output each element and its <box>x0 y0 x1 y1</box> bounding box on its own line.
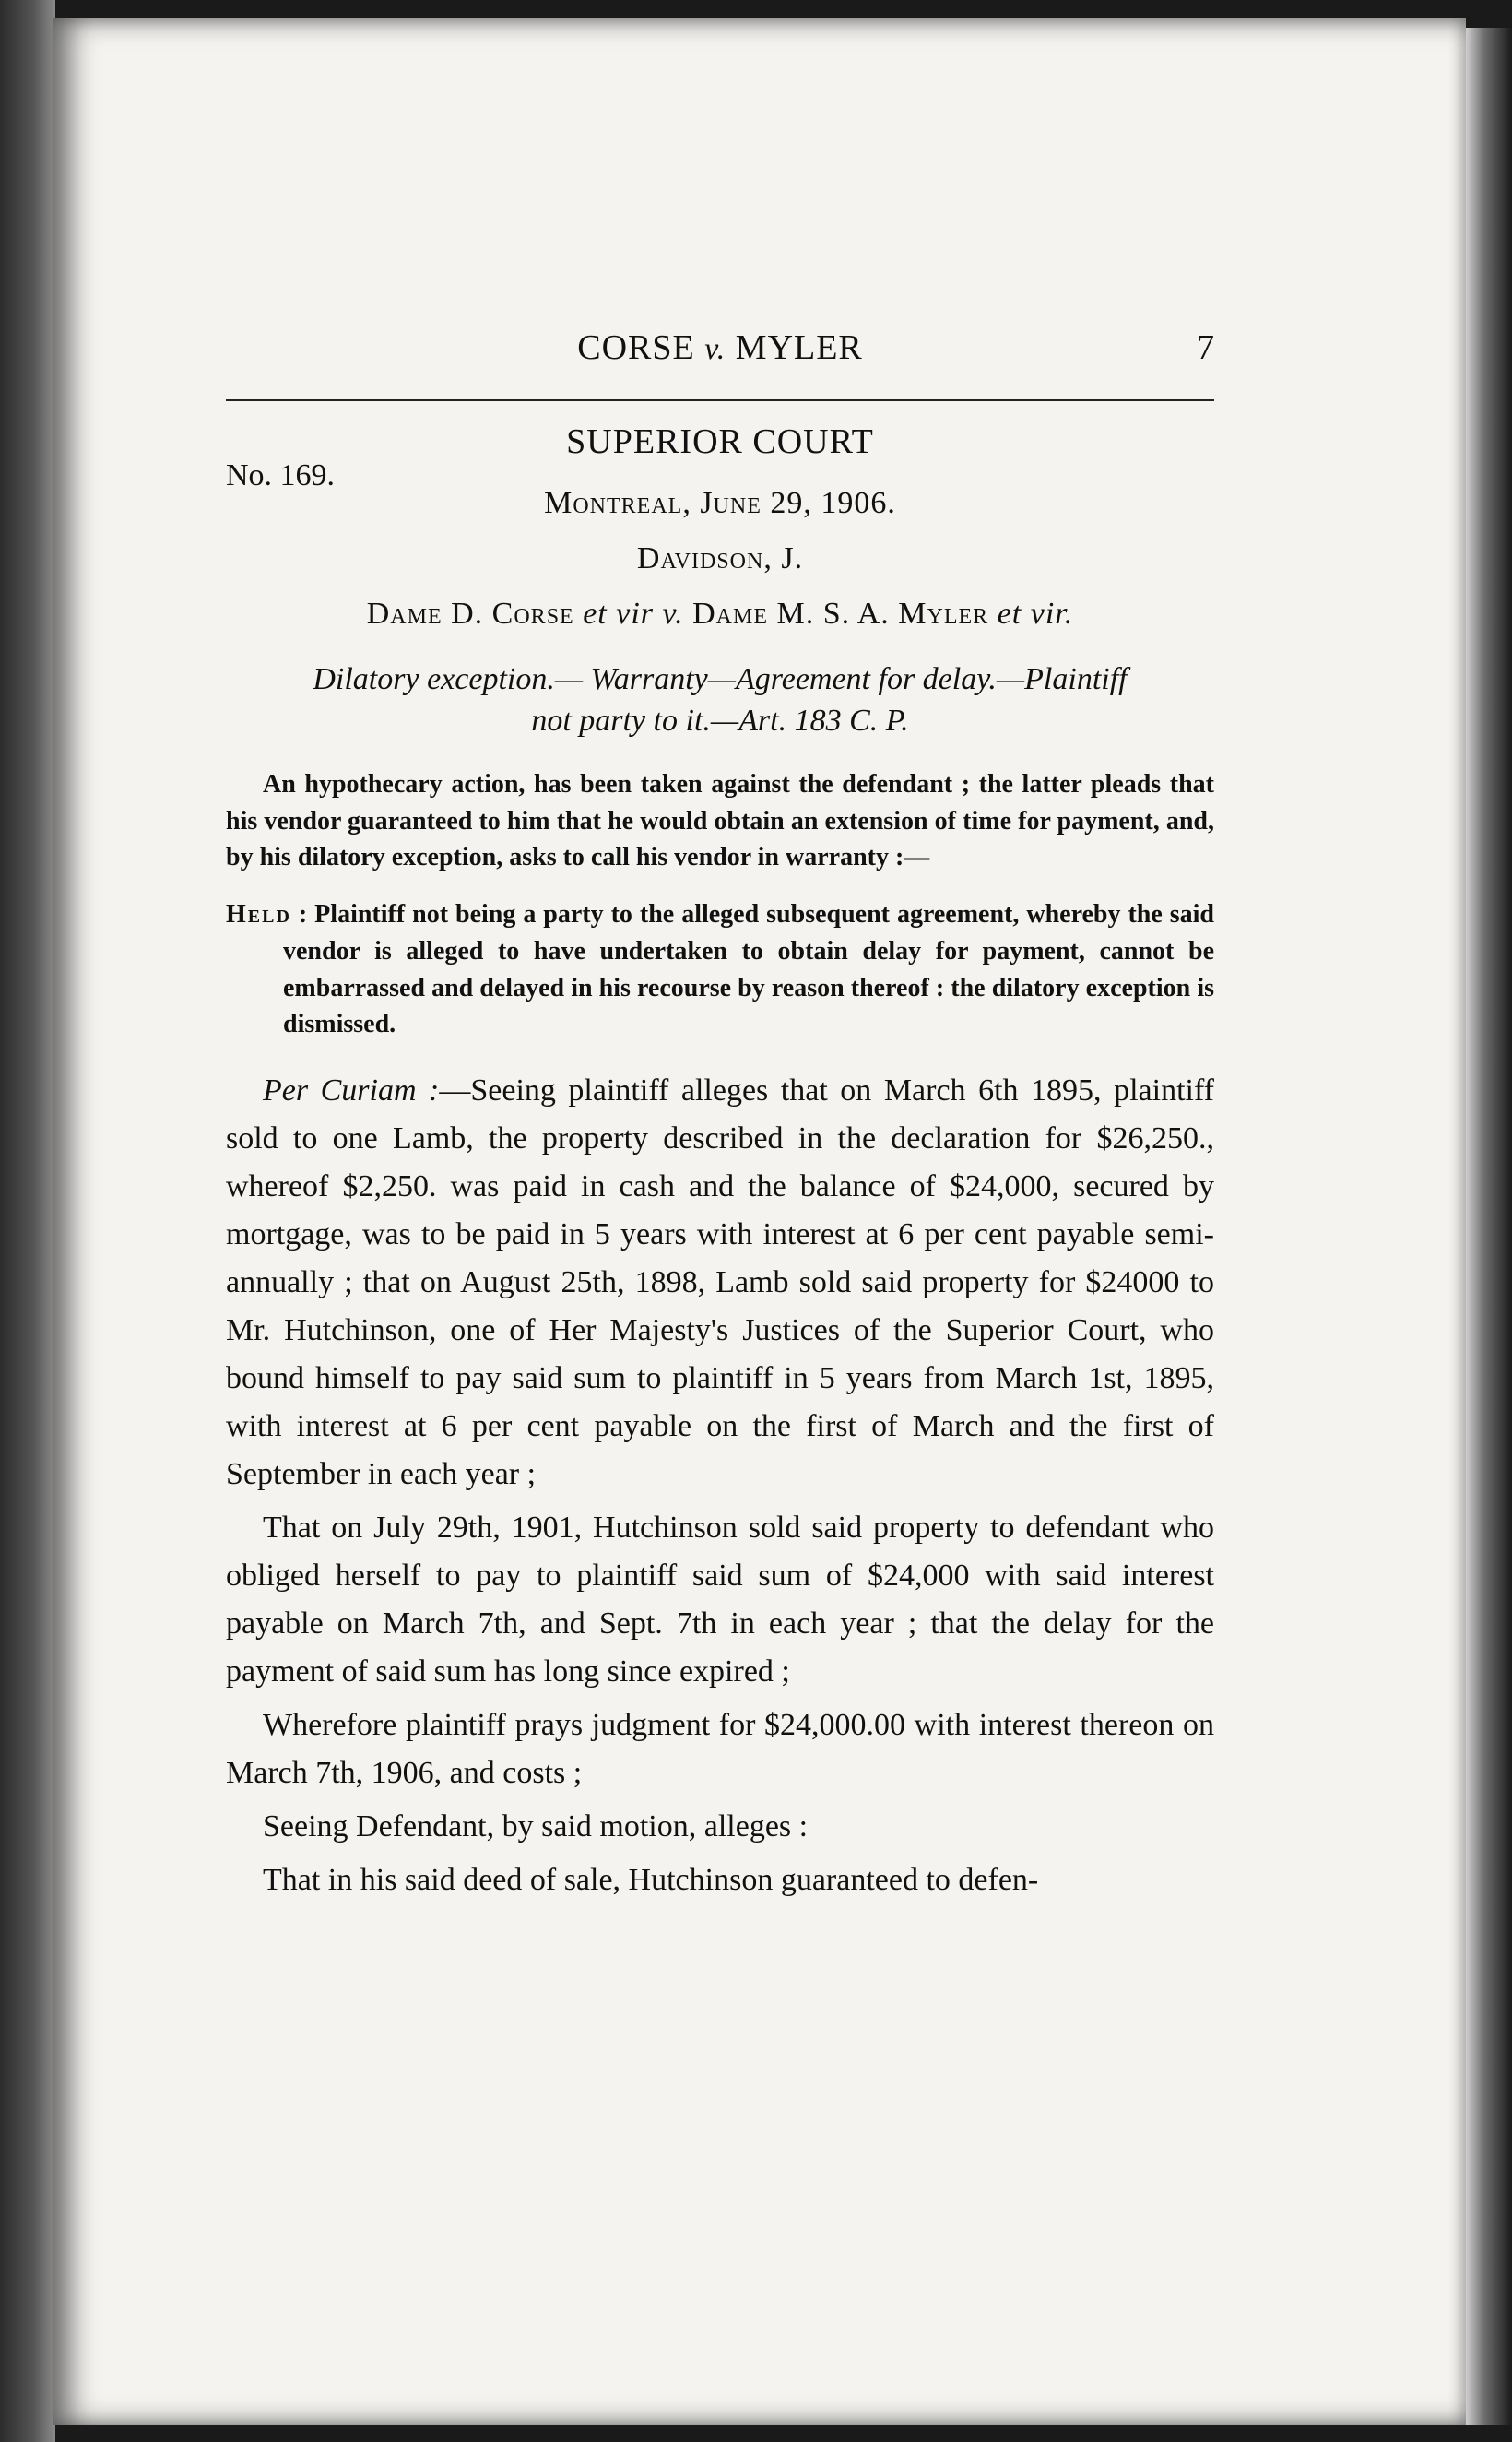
place-date: Montreal, June 29, 1906. <box>544 486 896 520</box>
running-title-left: CORSE <box>577 328 695 367</box>
et-vir-plaintiff: et vir <box>583 597 655 631</box>
held-label: Held <box>226 900 291 929</box>
judgment-paragraph-3: Wherefore plaintiff prays judgment for $24,000.00 with interest thereon on March 7th, 1906, and costs ; <box>226 1708 1214 1791</box>
page-edge-shadow <box>1466 28 1512 2425</box>
judgment-paragraph-1-text: —Seeing plaintiff alleges that on March 6th 1895, plaintiff sold to one Lamb, the property described in the declaration for $26,250., whereof $2,250. was paid in cash and the balance of $24,000, secured by mortgage, was to be paid in 5 years with interest at 6 per cent payable semi-annually ; that on August 25th, 1898, Lamb sold said property for $24000 to Mr. Hutchinson, one of Her Majesty's Justices of the Superior Court, who bound himself to pay said sum to plaintiff in 5 years from March 1st, 1895, with interest at 6 per cent payable on the first of March and the first of September in each year ; <box>226 1073 1214 1492</box>
running-title-versus: v. <box>704 332 726 366</box>
judgment-paragraph-4: Seeing Defendant, by said motion, alleges : <box>263 1809 809 1844</box>
running-title <box>226 327 1214 368</box>
per-curiam-label: Per Curiam : <box>263 1073 440 1108</box>
defendant-name: Dame M. S. A. Myler <box>692 597 989 631</box>
keywords <box>226 659 1214 742</box>
running-title-right: MYLER <box>735 328 863 367</box>
headnote: An hypothecary action, has been taken against the defendant ; the latter pleads that his vendor guaranteed to him that he would obtain an extension of time for payment, and, by his dilatory exception, asks to call his vendor in warranty :— <box>226 769 1214 872</box>
et-vir-defendant: et vir. <box>997 597 1074 631</box>
versus: v. <box>662 597 684 631</box>
judge-name: Davidson, J. <box>636 541 804 575</box>
header-rule <box>226 399 1214 401</box>
case-number: No. 169. <box>226 458 336 492</box>
case-caption <box>226 421 1214 632</box>
judgment-paragraph-5: That in his said deed of sale, Hutchinson guaranteed to defen- <box>263 1863 1039 1898</box>
judgment-paragraph-2: That on July 29th, 1901, Hutchinson sold said property to defendant who obliged herself to pay to plaintiff said sum of $24,000 with said interest payable on March 7th, and Sept. 7th in each year ; that the delay for the payment of said sum has long since expired ; <box>226 1511 1214 1689</box>
page-content <box>226 327 1214 1910</box>
held-statement <box>226 896 1214 1043</box>
page-number: 7 <box>1197 328 1214 367</box>
keywords-line-2: not party to it.—Art. 183 C. P. <box>531 703 909 738</box>
judgment-paragraph-1 <box>226 1067 1214 1499</box>
book-spine-shadow <box>0 0 55 2442</box>
plaintiff-name: Dame D. Corse <box>366 597 574 631</box>
running-head <box>226 327 1214 392</box>
keywords-line-1: Dilatory exception.— Warranty—Agreement for delay.—Plaintiff <box>313 662 1128 696</box>
court-name: SUPERIOR COURT <box>566 422 874 461</box>
held-text: : Plaintiff not being a party to the alleged subsequent agreement, whereby the said vendor is alleged to have undertaken to obtain delay for payment, cannot be embarrassed and delayed in his recourse by reason thereof : the dilatory exception is dismissed. <box>283 900 1215 1039</box>
case-parties <box>226 597 1214 632</box>
